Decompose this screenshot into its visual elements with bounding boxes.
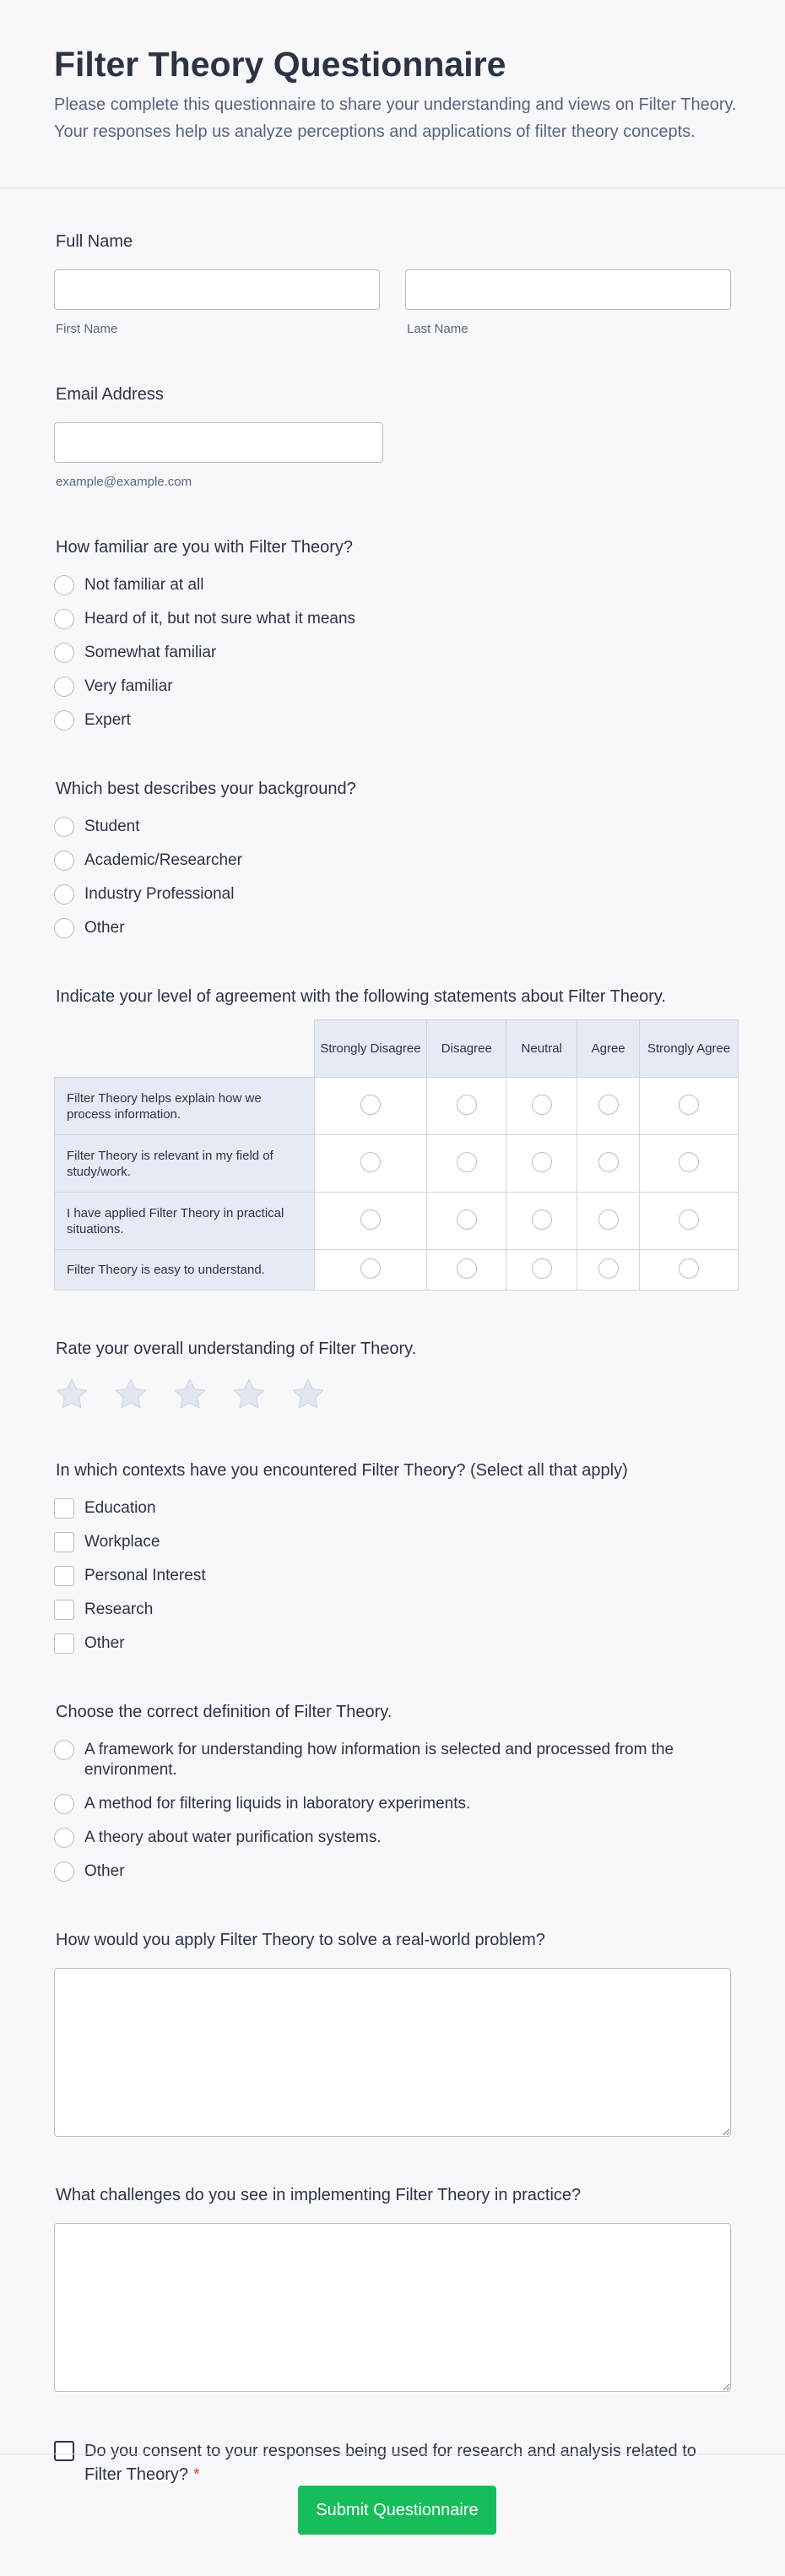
radio-button[interactable] <box>54 918 74 938</box>
familiarity-label: How familiar are you with Filter Theory? <box>56 538 353 557</box>
email-sublabel: example@example.com <box>56 475 192 489</box>
radio-button[interactable] <box>54 1861 74 1882</box>
email-col <box>54 422 383 489</box>
apply-textarea[interactable] <box>54 1968 731 2137</box>
last-name-input[interactable] <box>405 269 731 310</box>
familiarity-option[interactable] <box>54 643 731 663</box>
radio-button[interactable] <box>598 1258 619 1279</box>
radio-button[interactable] <box>54 1828 74 1848</box>
radio-button[interactable] <box>679 1152 699 1172</box>
matrix-row <box>55 1250 739 1291</box>
matrix-row-label: I have applied Filter Theory in practical situations. <box>55 1193 315 1250</box>
radio-button[interactable] <box>360 1152 381 1172</box>
contexts-option[interactable] <box>54 1532 731 1552</box>
matrix-row-label: Filter Theory helps explain how we process information. <box>55 1078 315 1135</box>
radio-button[interactable] <box>532 1209 552 1230</box>
familiarity-option[interactable] <box>54 710 731 731</box>
checkbox[interactable] <box>54 1532 74 1552</box>
radio-button[interactable] <box>457 1258 477 1279</box>
familiarity-option[interactable] <box>54 609 731 629</box>
full-name-label: Full Name <box>56 232 133 251</box>
radio-button[interactable] <box>679 1095 699 1115</box>
radio-button[interactable] <box>457 1209 477 1230</box>
definition-option[interactable] <box>54 1740 731 1780</box>
matrix-column-header: Strongly Agree <box>640 1020 739 1078</box>
challenges-textarea[interactable] <box>54 2223 731 2392</box>
apply-label: How would you apply Filter Theory to solve a real-world problem? <box>56 1931 545 1949</box>
matrix-cell[interactable] <box>506 1193 577 1250</box>
option-label: Research <box>84 1600 154 1618</box>
contexts-label: In which contexts have you encountered Filter Theory? (Select all that apply) <box>56 1461 628 1480</box>
radio-button[interactable] <box>54 677 74 697</box>
last-name-sublabel: Last Name <box>407 322 468 336</box>
option-label: Academic/Researcher <box>84 851 242 869</box>
page-subtitle: Please complete this questionnaire to share your understanding and views on Filter Theory. Your responses help us analyze perceptions and applications of filter theory concepts. <box>54 95 737 141</box>
radio-button[interactable] <box>54 1794 74 1814</box>
contexts-option[interactable] <box>54 1566 731 1586</box>
contexts-question <box>54 1459 731 1654</box>
background-option[interactable] <box>54 884 731 905</box>
matrix-cell[interactable] <box>506 1078 577 1135</box>
option-label: A framework for understanding how information is selected and processed from the environment. <box>84 1741 674 1779</box>
challenges-label: What challenges do you see in implementing Filter Theory in practice? <box>56 2186 582 2204</box>
checkbox[interactable] <box>54 1633 74 1654</box>
star-icon[interactable] <box>290 1377 326 1412</box>
checkbox[interactable] <box>54 1600 74 1620</box>
option-label: Very familiar <box>84 677 173 695</box>
contexts-option[interactable] <box>54 1498 731 1519</box>
familiarity-question <box>54 536 731 731</box>
matrix-cell[interactable] <box>640 1250 739 1291</box>
radio-button[interactable] <box>54 575 74 595</box>
matrix-cell[interactable] <box>577 1250 640 1291</box>
required-mark: * <box>193 2465 200 2484</box>
form-footer <box>0 2454 785 2576</box>
background-question <box>54 778 731 938</box>
rating-label: Rate your overall understanding of Filter Theory. <box>56 1340 417 1358</box>
definition-option[interactable] <box>54 1794 731 1814</box>
definition-option[interactable] <box>54 1861 731 1882</box>
option-label: A theory about water purification systems. <box>84 1829 382 1846</box>
option-label: Other <box>84 1634 125 1652</box>
radio-button[interactable] <box>532 1095 552 1115</box>
consent-text: Do you consent to your responses being used for research and analysis related to Filter Theory? <box>84 2442 696 2484</box>
definition-label: Choose the correct definition of Filter Theory. <box>56 1703 392 1721</box>
matrix-header-row <box>55 1020 739 1078</box>
option-label: Heard of it, but not sure what it means <box>84 610 356 628</box>
familiarity-option[interactable] <box>54 677 731 697</box>
radio-button[interactable] <box>679 1258 699 1279</box>
submit-button[interactable]: Submit Questionnaire <box>298 2486 496 2535</box>
option-label: Education <box>84 1499 156 1517</box>
matrix-cell[interactable] <box>577 1193 640 1250</box>
matrix-cell[interactable] <box>314 1078 427 1135</box>
matrix-cell[interactable] <box>577 1135 640 1193</box>
matrix-cell[interactable] <box>427 1078 506 1135</box>
matrix-cell[interactable] <box>427 1193 506 1250</box>
radio-button[interactable] <box>679 1209 699 1230</box>
apply-question <box>54 1929 731 2137</box>
radio-button[interactable] <box>54 1740 74 1760</box>
name-row <box>54 269 731 336</box>
option-label: Other <box>84 919 125 937</box>
matrix-cell[interactable] <box>506 1135 577 1193</box>
matrix-cell[interactable] <box>640 1193 739 1250</box>
contexts-option[interactable] <box>54 1633 731 1654</box>
radio-button[interactable] <box>598 1095 619 1115</box>
agreement-label: Indicate your level of agreement with the following statements about Filter Theory. <box>56 987 666 1006</box>
radio-button[interactable] <box>598 1209 619 1230</box>
matrix-column-header: Disagree <box>427 1020 506 1078</box>
page-title: Filter Theory Questionnaire <box>54 45 506 84</box>
option-label: Personal Interest <box>84 1567 206 1584</box>
matrix-row <box>55 1135 739 1193</box>
contexts-option[interactable] <box>54 1600 731 1620</box>
matrix-corner <box>55 1020 315 1078</box>
background-option[interactable] <box>54 918 731 938</box>
radio-button[interactable] <box>54 609 74 629</box>
option-label: Other <box>84 1862 125 1880</box>
challenges-question <box>54 2184 731 2392</box>
star-icon[interactable] <box>231 1377 267 1412</box>
radio-button[interactable] <box>54 643 74 663</box>
email-field[interactable] <box>54 422 383 463</box>
star-icon[interactable] <box>54 1377 89 1412</box>
agreement-question <box>54 986 731 1291</box>
radio-button[interactable] <box>360 1095 381 1115</box>
matrix-cell[interactable] <box>314 1193 427 1250</box>
star-icon[interactable] <box>172 1377 208 1412</box>
last-name-col <box>405 269 731 336</box>
option-label: Student <box>84 818 140 835</box>
definition-question <box>54 1701 731 1882</box>
matrix-cell[interactable] <box>577 1078 640 1135</box>
matrix-cell[interactable] <box>640 1078 739 1135</box>
matrix-cell[interactable] <box>640 1135 739 1193</box>
matrix-column-header: Agree <box>577 1020 640 1078</box>
email-label: Email Address <box>56 385 164 404</box>
matrix-cell[interactable] <box>314 1250 427 1291</box>
radio-button[interactable] <box>54 884 74 905</box>
rating-question <box>54 1338 731 1412</box>
radio-button[interactable] <box>54 851 74 871</box>
option-label: Expert <box>84 711 131 729</box>
checkbox[interactable] <box>54 1566 74 1586</box>
background-label: Which best describes your background? <box>56 780 356 798</box>
matrix-row <box>55 1193 739 1250</box>
agreement-matrix <box>54 1019 739 1291</box>
email-question <box>54 383 731 489</box>
option-label: Somewhat familiar <box>84 644 217 661</box>
familiarity-option[interactable] <box>54 575 731 595</box>
radio-button[interactable] <box>532 1152 552 1172</box>
radio-button[interactable] <box>360 1258 381 1279</box>
matrix-column-header: Neutral <box>506 1020 577 1078</box>
option-label: Not familiar at all <box>84 576 204 594</box>
background-option[interactable] <box>54 851 731 871</box>
option-label: Industry Professional <box>84 885 235 903</box>
radio-button[interactable] <box>54 817 74 837</box>
matrix-column-header: Strongly Disagree <box>314 1020 427 1078</box>
matrix-cell[interactable] <box>506 1250 577 1291</box>
radio-button[interactable] <box>54 710 74 731</box>
definition-option[interactable] <box>54 1828 731 1848</box>
first-name-input[interactable] <box>54 269 380 310</box>
radio-button[interactable] <box>532 1258 552 1279</box>
radio-button[interactable] <box>598 1152 619 1172</box>
form-body <box>0 188 785 2486</box>
option-label: Workplace <box>84 1533 160 1551</box>
matrix-row-label: Filter Theory is relevant in my field of study/work. <box>55 1135 315 1193</box>
background-option[interactable] <box>54 817 731 837</box>
matrix-row-label: Filter Theory is easy to understand. <box>55 1250 315 1291</box>
first-name-sublabel: First Name <box>56 322 118 336</box>
matrix-cell[interactable] <box>427 1135 506 1193</box>
matrix-row <box>55 1078 739 1135</box>
option-label: A method for filtering liquids in laboratory experiments. <box>84 1795 471 1812</box>
full-name-question <box>54 231 731 336</box>
matrix-cell[interactable] <box>427 1250 506 1291</box>
star-icon[interactable] <box>113 1377 149 1412</box>
matrix-cell[interactable] <box>314 1135 427 1193</box>
radio-button[interactable] <box>457 1095 477 1115</box>
radio-button[interactable] <box>360 1209 381 1230</box>
first-name-col <box>54 269 380 336</box>
star-rating <box>54 1377 731 1412</box>
radio-button[interactable] <box>457 1152 477 1172</box>
checkbox[interactable] <box>54 1498 74 1519</box>
form-header <box>0 0 785 188</box>
